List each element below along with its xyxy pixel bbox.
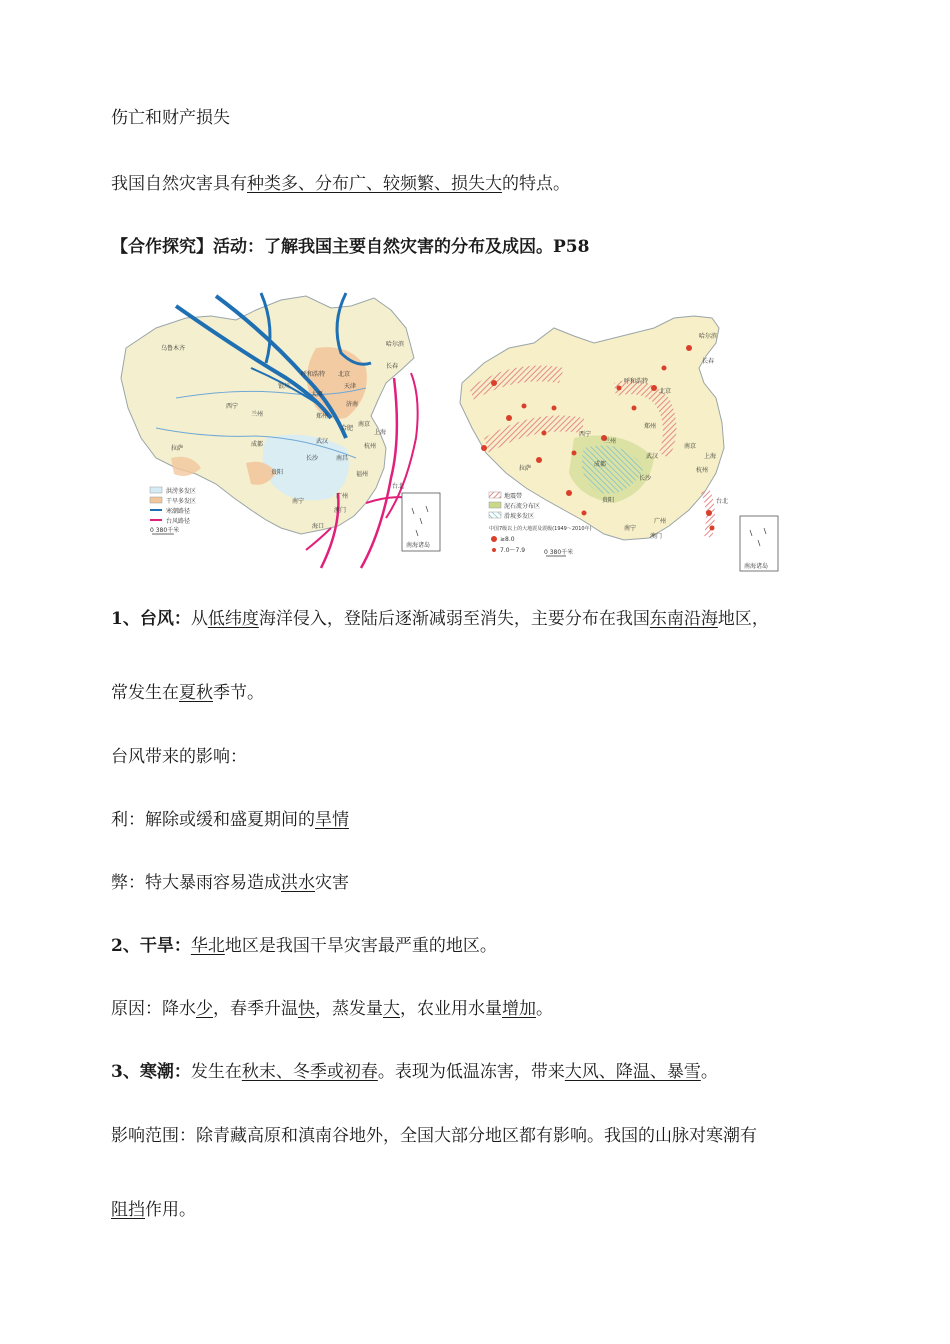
- text-segment: 的特点。: [502, 174, 570, 194]
- disaster-map-climate: [116, 288, 446, 574]
- city-label: 南京: [684, 443, 697, 450]
- text-segment: 发生在: [190, 1062, 242, 1082]
- city-label: 台北: [392, 483, 405, 490]
- underlined-answer: 低纬度: [207, 609, 259, 629]
- city-label: 北京: [659, 388, 672, 395]
- text-segment: 台风带来的影响：: [111, 747, 247, 767]
- underlined-answer: 旱情: [315, 810, 349, 830]
- city-label: 呼和浩特: [301, 371, 326, 378]
- legend-label: 地震带: [504, 493, 523, 500]
- disaster-map-geology: [454, 288, 784, 574]
- legend-swatch-drought: [150, 497, 162, 503]
- legend-swatch-landslide: [489, 512, 501, 518]
- city-label: 太原: [311, 391, 324, 398]
- text-segment: 海洋侵入，登陆后逐渐减弱至消失，主要分布在我国: [258, 609, 650, 629]
- typhoon-line: [111, 608, 769, 630]
- legend-swatch-debris: [489, 502, 501, 508]
- city-label: 澳门: [334, 507, 347, 514]
- city-label: 郑州: [316, 413, 329, 420]
- drought-line: [111, 935, 497, 957]
- quake-level-label: 7.0～7.9: [500, 547, 526, 554]
- underlined-answer: 秋末、冬季或初春: [241, 1062, 378, 1082]
- city-label: 天津: [344, 383, 357, 390]
- city-label: 乌鲁木齐: [161, 345, 186, 352]
- text-segment: ，蒸发量: [315, 999, 383, 1019]
- coldwave-scope-line-2: [111, 1199, 196, 1221]
- legend-swatch-quake: [489, 492, 501, 498]
- legend-label: 泥石流分布区: [504, 503, 541, 510]
- underlined-answer: 种类多、分布广、较频繁、损失大: [247, 174, 502, 194]
- text-segment: 影响范围：除青藏高原和滇南谷地外，全国大部分地区都有影响。我国的山脉对寒潮有: [111, 1126, 757, 1146]
- typhoon-impact-heading: [111, 746, 247, 768]
- maps-figure: [116, 288, 784, 574]
- typhoon-season-line: [111, 682, 264, 704]
- text-segment: 1、台风：: [111, 609, 191, 629]
- city-label: 台北: [716, 498, 729, 505]
- city-label: 福州: [356, 471, 369, 478]
- city-label: 南宁: [624, 525, 637, 532]
- city-label: 成都: [251, 441, 264, 448]
- text-segment: 地区是我国干旱灾害最严重的地区。: [224, 936, 497, 956]
- legend-label: 洪涝多发区: [166, 488, 197, 495]
- text-segment: 3、寒潮：: [111, 1062, 191, 1082]
- text-segment: ，春季升温: [213, 999, 298, 1019]
- city-label: 贵阳: [602, 497, 615, 504]
- climate-map-svg: [116, 288, 446, 574]
- legend-label: 寒潮路径: [166, 508, 191, 515]
- text-segment: 地区，: [717, 609, 769, 629]
- activity-heading: [111, 236, 589, 258]
- typhoon-benefit-line: [111, 809, 349, 831]
- city-label: 济南: [346, 401, 359, 408]
- legend-label: 滑坡多发区: [504, 513, 535, 520]
- text-segment: 原因：降水: [111, 999, 196, 1019]
- underlined-answer: 快: [298, 999, 315, 1019]
- typhoon-harm-line: [111, 872, 349, 894]
- city-label: 合肥: [341, 425, 354, 432]
- geology-map-svg: [454, 288, 784, 574]
- underlined-answer: 大风、降温、暴雪: [564, 1062, 701, 1082]
- quake-caption: 中国7级以上的大地震及震级(1949～2010年): [489, 526, 592, 532]
- legend-swatch-flood: [150, 487, 162, 493]
- city-label: 西宁: [226, 403, 239, 410]
- city-label: 广州: [336, 493, 349, 500]
- quake-level-label: ≥8.0: [500, 536, 515, 543]
- city-label: 武汉: [646, 453, 659, 460]
- city-label: 西宁: [579, 431, 592, 438]
- city-label: 海口: [312, 523, 325, 530]
- text-segment: ，农业用水量: [400, 999, 502, 1019]
- text-segment: 伤亡和财产损失: [111, 108, 230, 128]
- scale-label: 0 380千米: [544, 549, 574, 556]
- legend-label: 干旱多发区: [166, 498, 197, 505]
- city-label: 成都: [594, 461, 607, 468]
- city-label: 兰州: [251, 411, 264, 418]
- city-label: 郑州: [644, 423, 657, 430]
- city-label: 北京: [338, 371, 351, 378]
- text-segment: 灾害: [315, 873, 349, 893]
- city-label: 哈尔滨: [699, 333, 718, 340]
- city-label: 武汉: [316, 438, 329, 445]
- coldwave-scope-line: [111, 1125, 757, 1147]
- underlined-answer: 东南沿海: [649, 609, 718, 629]
- city-label: 广州: [654, 518, 667, 525]
- city-label: 拉萨: [171, 445, 184, 452]
- city-label: 上海: [374, 429, 387, 436]
- city-label: 南昌: [336, 455, 349, 462]
- text-segment: 常发生在: [111, 683, 179, 703]
- legend-label: 台风路径: [166, 518, 191, 525]
- china-outline: [121, 296, 414, 534]
- underlined-answer: 大: [383, 999, 400, 1019]
- text-segment: 我国自然灾害具有: [111, 174, 247, 194]
- city-label: 杭州: [364, 443, 377, 450]
- text-segment: 利：解除或缓和盛夏期间的: [111, 810, 315, 830]
- city-label: 长春: [702, 358, 715, 365]
- city-label: 长沙: [639, 475, 652, 482]
- city-label: 杭州: [696, 467, 709, 474]
- city-label: 哈尔滨: [386, 341, 405, 348]
- city-label: 南海诸岛: [406, 542, 431, 549]
- city-label: 银川: [278, 383, 291, 390]
- text-segment: 弊：特大暴雨容易造成: [111, 873, 281, 893]
- legend: [150, 487, 196, 534]
- drought-reason-line: [111, 998, 553, 1020]
- scale-label: 0 380千米: [150, 527, 180, 534]
- city-label: 澳门: [650, 533, 663, 540]
- city-label: 拉萨: [519, 465, 532, 472]
- text-segment: 从: [190, 609, 208, 629]
- text-segment: 。: [700, 1062, 718, 1082]
- city-label: 兰州: [604, 438, 617, 445]
- underlined-answer: 夏秋: [179, 683, 213, 703]
- underlined-answer: 洪水: [281, 873, 315, 893]
- text-line-1: [111, 107, 230, 129]
- city-label: 贵阳: [271, 469, 284, 476]
- underlined-answer: 华北: [190, 936, 225, 956]
- text-segment: 【合作探究】活动：了解我国主要自然灾害的分布及成因。P58: [111, 237, 590, 257]
- text-segment: 。表现为低温冻害，带来: [377, 1062, 565, 1082]
- city-label: 南海诸岛: [744, 563, 769, 570]
- coldwave-line: [111, 1061, 718, 1083]
- city-label: 呼和浩特: [624, 378, 649, 385]
- city-label: 长沙: [306, 455, 319, 462]
- text-segment: 2、干旱：: [111, 936, 191, 956]
- city-label: 南宁: [292, 498, 305, 505]
- underlined-answer: 阻挡: [111, 1200, 145, 1220]
- features-line: [111, 173, 570, 195]
- text-segment: 季节。: [213, 683, 264, 703]
- text-segment: 。: [536, 999, 553, 1019]
- city-label: 南京: [358, 421, 371, 428]
- city-label: 上海: [704, 453, 717, 460]
- city-label: 长春: [386, 363, 399, 370]
- underlined-answer: 增加: [502, 999, 536, 1019]
- text-segment: 作用。: [145, 1200, 196, 1220]
- underlined-answer: 少: [196, 999, 213, 1019]
